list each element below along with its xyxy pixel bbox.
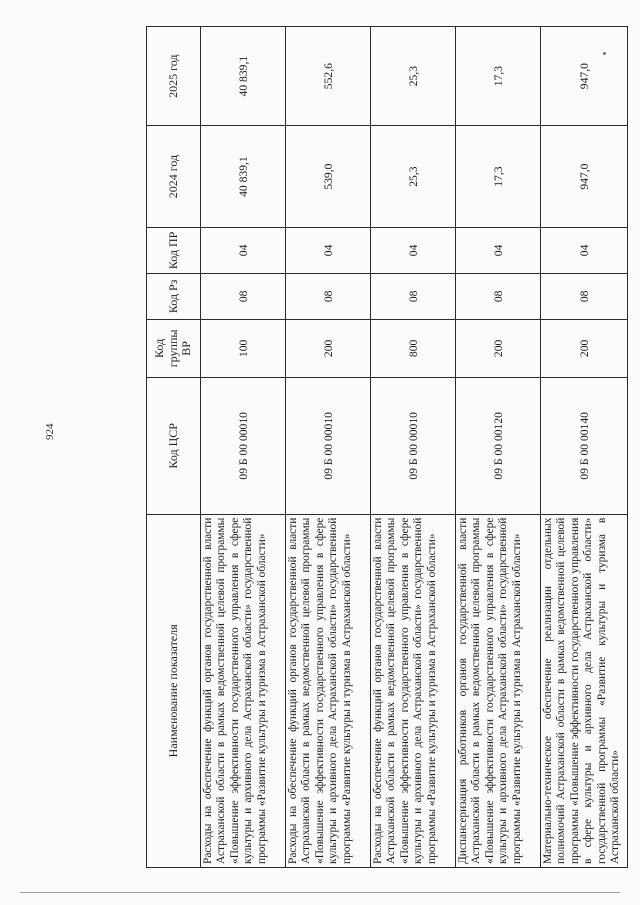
table-row [201,27,286,868]
row-vr: 200 [286,319,371,377]
row-vr: 200 [541,319,628,377]
budget-table [146,26,628,868]
row-rz: 08 [371,273,456,319]
row-vr: 800 [371,319,456,377]
rotated-table-container [146,26,628,868]
row-2024: 40 839,1 [201,126,286,228]
scan-speck [603,52,606,55]
row-vr: 100 [201,319,286,377]
page-number: 924 [44,423,56,440]
row-2025: 552,6 [286,27,371,126]
row-2024: 947,0 [541,126,628,228]
row-name: Материально-техническое обеспечение реализации отдельных полномочий Астраханской области в рамках ведомственной целевой программы «Повышение эффективности государственного управления в сфере культуры и архивного дела Астраханской области» государственной программы «Развитие культуры и туризма в Астраханской области» [541,514,628,867]
row-pr: 04 [541,227,628,273]
row-2024: 17,3 [456,126,541,228]
row-rz: 08 [456,273,541,319]
header-name: Наименование показателя [147,514,201,867]
row-csr: 09 Б 00 00140 [541,377,628,514]
table-header-row [147,27,201,868]
row-csr: 09 Б 00 00010 [371,377,456,514]
header-pr: Код ПР [147,227,201,273]
row-rz: 08 [201,273,286,319]
row-rz: 08 [286,273,371,319]
row-2025: 947,0 [541,27,628,126]
row-pr: 04 [286,227,371,273]
header-csr: Код ЦСР [147,377,201,514]
row-name: Расходы на обеспечение функций органов государственной власти Астраханской области в рамках ведомственной целевой программы «Повышение эффективности государственного управления в сфере культуры и архивного дела Астраханской области» государственной программы «Развитие культуры и туризма в Астраханской области» [286,514,371,867]
row-csr: 09 Б 00 00010 [286,377,371,514]
row-pr: 04 [201,227,286,273]
row-rz: 08 [541,273,628,319]
row-name: Диспансеризация работников органов государственной власти Астраханской области в рамках ведомственной целевой программы «Повышение эффективности государственного управления в сфере культуры и архивного дела Астраханской области» государственной программы «Развитие культуры и туризма в Астраханской области» [456,514,541,867]
row-name: Расходы на обеспечение функций органов государственной власти Астраханской области в рамках ведомственной целевой программы «Повышение эффективности государственного управления в сфере культуры и архивного дела Астраханской области» государственной программы «Развитие культуры и туризма в Астраханской области» [201,514,286,867]
row-2024: 539,0 [286,126,371,228]
row-2025: 40 839,1 [201,27,286,126]
row-csr: 09 Б 00 00010 [201,377,286,514]
row-2025: 17,3 [456,27,541,126]
scan-edge-line [20,892,620,893]
row-vr: 200 [456,319,541,377]
row-pr: 04 [456,227,541,273]
header-2025: 2025 год [147,27,201,126]
header-vr: Код группы ВР [147,319,201,377]
table-row [286,27,371,868]
header-rz: Код Рз [147,273,201,319]
row-csr: 09 Б 00 00120 [456,377,541,514]
row-2025: 25,3 [371,27,456,126]
table-row [456,27,541,868]
table-row [541,27,628,868]
row-name: Расходы на обеспечение функций органов государственной власти Астраханской области в рамках ведомственной целевой программы «Повышение эффективности государственного управления в сфере культуры и архивного дела Астраханской области» государственной программы «Развитие культуры и туризма в Астраханской области» [371,514,456,867]
row-2024: 25,3 [371,126,456,228]
header-2024: 2024 год [147,126,201,228]
table-row [371,27,456,868]
row-pr: 04 [371,227,456,273]
